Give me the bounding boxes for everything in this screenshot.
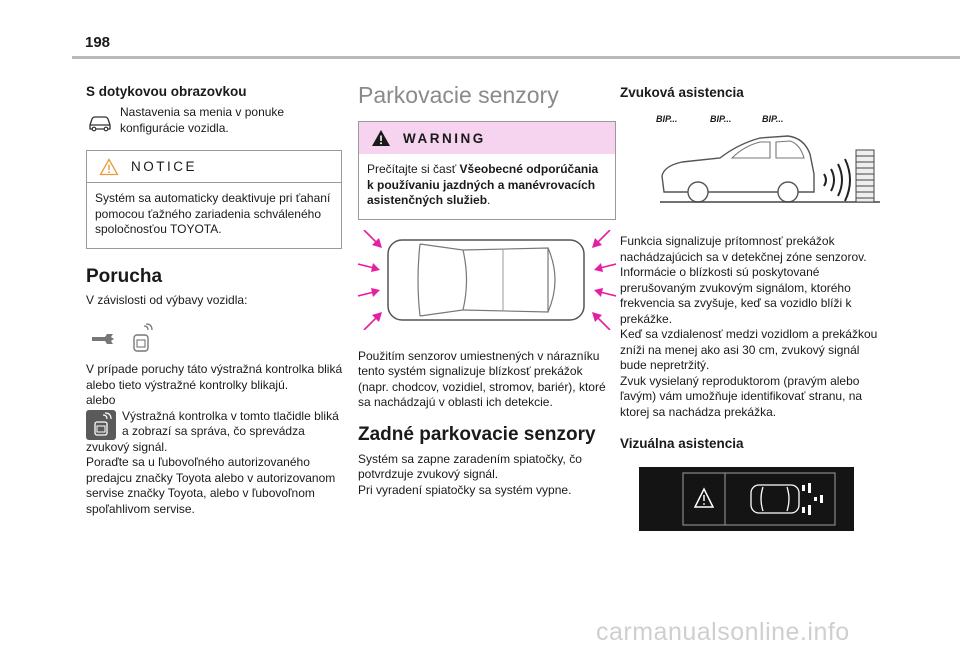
bip-label-2: BIP... [710, 114, 732, 124]
watermark: carmanualsonline.info [596, 618, 850, 646]
warning-box [358, 121, 616, 220]
sensor-arrow-front-mid-top [358, 264, 374, 268]
touch-screen-heading: S dotykovou obrazovkou [86, 84, 247, 99]
car-bonnet-line [420, 244, 467, 316]
car-side-view-illustration [620, 114, 885, 214]
bip-label-3: BIP... [762, 114, 784, 124]
fault-text-3: Poraďte sa u ľubovoľného autorizovaného predajcu značky Toyota alebo v autorizovanom servise značky Toyota, alebo v ľubovoľnom spoľahlivom servise. [86, 455, 336, 516]
fault-or: alebo [86, 393, 116, 407]
car-rear-window [548, 248, 555, 312]
fault-heading: Porucha [86, 265, 163, 287]
brick-wall [856, 150, 874, 202]
audio-assist-text: Funkcia signalizuje prítomnosť prekážok nachádzajúcich sa v detekčnej zóne senzorov. Informácie o blízkosti sú poskytované prerušovaným zvukovým signálom, ktorého frekvencia sa zvyšuje, keď sa vozidlo blíži k prekážke. [620, 234, 867, 326]
audio-assist-text-3: Zvuk vysielaný reproduktorom (pravým alebo ľavým) vám umožňuje identifikovať stranu, na ktorej sa nachádza prekážka. [620, 373, 863, 419]
visual-warning-icon [695, 489, 713, 507]
sensor-arrow-rear-mid-top [600, 264, 616, 268]
visual-assist-display [639, 467, 854, 531]
car-side-window [732, 142, 770, 158]
notice-box [86, 150, 342, 249]
notice-label: NOTICE [131, 159, 198, 174]
notice-text: Systém sa automaticky deaktivuje pri ťahaní pomocou ťažného zariadenia schváleného spoločnosťou TOYOTA. [95, 191, 331, 236]
warning-text-prefix: Prečítajte si časť [367, 162, 460, 176]
car-front-wheel [688, 182, 708, 202]
visual-assist-heading: Vizuálna asistencia [620, 436, 744, 451]
parking-sensor-fault-icon [128, 323, 156, 355]
touch-screen-row [86, 105, 344, 136]
rear-sensors-text-2: Pri vyradení spiatočky sa systém vypne. [358, 482, 572, 497]
audio-assist-illustration [620, 114, 885, 214]
notice-header [87, 151, 341, 183]
warning-header [359, 122, 615, 154]
audio-assist-text-2: Keď sa vzdialenosť medzi vozidlom a prekážkou zníži na menej ako asi 30 cm, zvukový signál bude nepretržitý. [620, 327, 878, 372]
visual-assist-screen [639, 467, 854, 531]
car-side-window-rear [776, 141, 804, 158]
sensor-button-icon [86, 410, 116, 440]
fault-text-2-lines [122, 409, 339, 440]
car-top-view-sensors-illustration [358, 230, 616, 330]
sensor-arrows [358, 230, 616, 330]
fault-button-row [86, 409, 344, 440]
car-windshield [418, 244, 420, 316]
wrench-icon [90, 332, 116, 346]
fault-text-1: V prípade poruchy táto výstražná kontrolka bliká alebo tieto výstražné kontrolky blikajú. [86, 362, 343, 392]
fault-intro: V závislosti od výbavy vozidla: [86, 292, 248, 307]
column-left [86, 78, 344, 517]
fault-text-2-rest: zvukový signál. [86, 439, 168, 454]
rear-sensors-heading: Zadné parkovacie senzory [358, 423, 596, 445]
warning-text-link: Všeobecné odporúčania k používaniu jazdných a manévrovacích asistenčných služieb [367, 162, 599, 207]
fault-icons-row [86, 320, 344, 358]
warning-text [359, 154, 615, 219]
sound-waves [824, 159, 850, 201]
sensor-arrow-rear-mid-bottom [600, 292, 616, 296]
bip-label-1: BIP... [656, 114, 678, 124]
warning-text-suffix: . [487, 193, 491, 207]
fault-text-2-line-1: Výstražná kontrolka v tomto tlačidle bliká [122, 408, 339, 423]
column-middle [358, 78, 616, 498]
caution-triangle-icon [99, 158, 119, 176]
sensors-description: Použitím senzorov umiestnených v nárazníku tento systém signalizuje blízkosť prekážok (napr. chodcov, vozidiel, stromov, bariér), ktoré sa nachádzajú v oblasti ich detekcie. [358, 348, 606, 409]
sensor-arrow-front-mid-bottom [358, 292, 374, 296]
car-roof-line [463, 248, 548, 312]
section-title: Parkovacie senzory [358, 82, 559, 108]
fault-text-2-line-2: a zobrazí sa správa, čo sprevádza [122, 424, 305, 438]
touch-screen-text: Nastavenia sa menia v ponuke konfigurácie vozidla. [120, 105, 285, 135]
warning-label: WARNING [403, 130, 486, 146]
page-number: 198 [85, 34, 111, 51]
car-settings-icon [86, 111, 114, 133]
top-rule [72, 56, 960, 59]
column-right [620, 78, 885, 531]
car-rear-wheel [778, 182, 798, 202]
rear-sensors-text-1: Systém sa zapne zaradením spiatočky, čo potvrdzuje zvukový signál. [358, 451, 582, 481]
visual-sensor-zones [802, 483, 823, 515]
warning-triangle-icon [371, 129, 391, 147]
visual-car-top-icon [751, 485, 799, 513]
audio-assist-heading: Zvuková asistencia [620, 85, 744, 100]
